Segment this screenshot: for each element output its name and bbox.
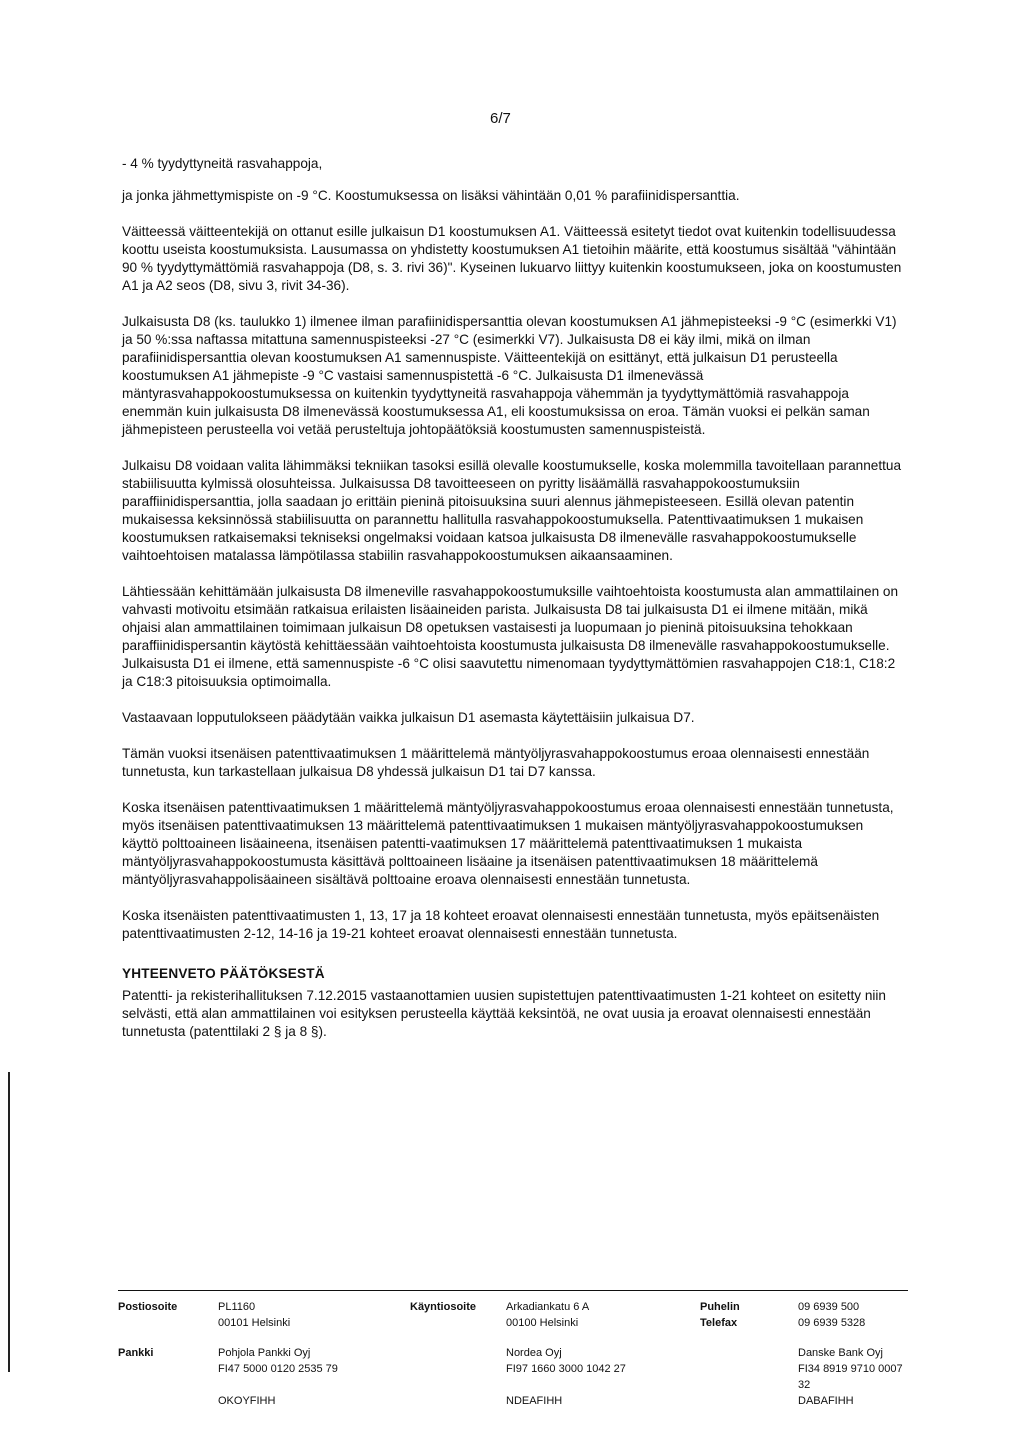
footer-empty-cell (410, 1393, 506, 1409)
footer-empty-cell (118, 1315, 218, 1331)
bank2-name: Nordea Oyj (506, 1347, 562, 1359)
bank3-name: Danske Bank Oyj (798, 1347, 883, 1359)
footer-empty-cell (410, 1345, 506, 1361)
bank1-bic: OKOYFIHH (218, 1395, 276, 1407)
summary-paragraph: Patentti- ja rekisterihallituksen 7.12.2015 vastaanottamien uusien supistettujen patenttivaatimusten 1-21 kohteet on esitetty niin selvästi, että alan ammattilainen voi esityksen perusteella käyttää keksintöä, ne ovat uusia ja eroavat olennaisesti ennestään tunnetusta (patenttilaki 2 § ja 8 §). (122, 988, 886, 1039)
paragraph: Julkaisu D8 voidaan valita lähimmäksi tekniikan tasoksi esillä olevalle koostumukselle, koska molemmilla tavoitellaan parannettua stabiilisuutta kylmissä olosuhteissa. Julkaisussa D8 tavoitteeseen on pyritty lisäämällä rasvahappokoostumuksiin paraffiinidispersanttia, jolla saadaan jo erittäin pieninä pitoisuuksina suuri alennus jähmepisteeseen. Esillä olevan patentin mukaisessa keksinnössä stabiilisuutta on parannettu hallitulla rasvahappokoostumuksella. Patenttivaatimuksen 1 mukaisen koostumuksen ratkaisemaksi tekniseksi ongelmaksi voidaan katsoa julkaisusta D8 ilmenevälle rasvahappokoostumukselle vaihtoehtoisen matalassa lämpötilassa stabiilin rasvahappokoostumuksen aikaansaaminen. (122, 458, 901, 563)
paragraph: Väitteessä väitteentekijä on ottanut esille julkaisun D1 koostumuksen A1. Väitteessä esitetyt tiedot ovat kuitenkin todellisuudessa koottu useista koostumuksista. Lausumassa on yhdistetty koostumuksen A1 tietoihin määrite, että koostumus sisältää "vähintään 90 % tyydyttymättömiä rasvahappoja (D8, s. 3. rivi 36)". Kyseinen lukuarvo liittyy kuitenkin koostumukseen, joka on koostumusten A1 ja A2 seos (D8, sivu 3, rivit 34-36). (122, 224, 902, 293)
kayntiosoite-line2: 00100 Helsinki (506, 1317, 579, 1329)
postiosoite-label: Postiosoite (118, 1301, 178, 1313)
bank3-bic: DABAFIHH (798, 1395, 854, 1407)
puhelin-value: 09 6939 500 (798, 1301, 860, 1313)
bank1-iban: FI47 5000 0120 2535 79 (218, 1363, 338, 1375)
telefax-label: Telefax (700, 1317, 738, 1329)
paragraph-list-item: - 4 % tyydyttyneitä rasvahappoja, (122, 156, 323, 171)
summary-heading: YHTEENVETO PÄÄTÖKSESTÄ (122, 966, 325, 981)
paragraph: Koska itsenäisten patenttivaatimusten 1, 13, 17 ja 18 kohteet eroavat olennaisesti ennestään tunnetusta, myös epäitsenäisten patenttivaatimusten 2-12, 14-16 ja 19-21 kohteet eroavat olennaisesti ennestään tunnetusta. (122, 908, 880, 941)
footer-gap (118, 1331, 908, 1345)
postiosoite-line1: PL1160 (218, 1301, 256, 1313)
footer-empty-cell (118, 1393, 218, 1409)
postiosoite-line2: 00101 Helsinki (218, 1317, 291, 1329)
scan-margin-line (8, 1072, 10, 1372)
footer-divider (118, 1290, 908, 1291)
telefax-value: 09 6939 5328 (798, 1317, 866, 1329)
bank3-iban: FI34 8919 9710 0007 32 (798, 1363, 903, 1391)
bank2-bic: NDEAFIHH (506, 1395, 563, 1407)
paragraph: Vastaavaan lopputulokseen päädytään vaikka julkaisun D1 asemasta käytettäisiin julkaisua D7. (122, 710, 695, 725)
footer-empty-cell (410, 1315, 506, 1331)
footer-empty-cell (700, 1361, 798, 1393)
kayntiosoite-label: Käyntiosoite (410, 1301, 477, 1313)
footer-empty-cell (700, 1393, 798, 1409)
footer-empty-cell (118, 1361, 218, 1393)
footer (118, 1290, 908, 1409)
paragraph: Koska itsenäisen patenttivaatimuksen 1 määrittelemä mäntyöljyrasvahappokoostumus eroaa olennaisesti ennestään tunnetusta, myös itsenäisen patenttivaatimuksen 13 määrittelemä patenttivaatimuksen 1 mukaisen mäntyöljyrasvahappokoostumuksen käyttö polttoaineen lisäaineena, itsenäisen patentti-vaatimuksen 17 määrittelemä patenttivaatimuksen 1 mukaista mäntyöljyrasvahappokoostumusta käsittävä polttoaineen lisäaine ja itsenäisen patenttivaatimuksen 18 määrittelemä mäntyöljyrasvahappolisäaineen sisältävä polttoaine eroava olennaisesti ennestään tunnetusta. (122, 800, 894, 887)
paragraph: Julkaisusta D8 (ks. taulukko 1) ilmenee ilman parafiinidispersanttia olevan koostumuksen A1 jähmepisteeksi -9 °C (esimerkki V1) ja 50 %:ssa naftassa mitattuna samennuspisteeksi -27 °C (esimerkki V7). Julkaisusta D8 ei käy ilmi, mikä on ilman parafiinidispersanttia olevan koostumuksen A1 samennuspiste. Väitteentekijä on esittänyt, että julkaisun D1 perusteella koostumuksen A1 jähmepiste -9 °C vastaisi samennuspistettä -6 °C. Julkaisusta D1 ilmenevässä mäntyrasvahappokoostumuksessa on kuitenkin tyydyttyneitä rasvahappoja vähemmän ja tyydyttymättömiä rasvahappoja enemmän kuin julkaisusta D8 ilmenevässä koostumuksessa A1, eli koostumuksissa on eroa. Tämän vuoksi ei pelkän saman jähmepisteen perusteella voi vetää perusteltuja johtopäätöksiä koostumusten samennuspisteistä. (122, 314, 897, 437)
footer-contact-grid (118, 1299, 908, 1409)
footer-empty-cell (700, 1345, 798, 1361)
page-number: 6/7 (490, 110, 511, 127)
puhelin-label: Puhelin (700, 1301, 740, 1313)
paragraph: Lähtiessään kehittämään julkaisusta D8 ilmeneville rasvahappokoostumuksille vaihtoehtoista koostumusta alan ammattilainen on vahvasti motivoitu etsimään ratkaisua erilaisten lisäaineiden parista. Julkaisusta D8 tai julkaisusta D1 ei ilmene mitään, mikä ohjaisi alan ammattilainen toimimaan julkaisun D8 opetuksen vastaisesti ja luopumaan jo pieninä pitoisuuksina tehokkaan paraffiinidispersantin käytöstä kehittäessään vaihtoehtoista koostumusta julkaisusta D8 ilmenevälle rasvahappokoostumukselle. Julkaisusta D1 ei ilmene, että samennuspiste -6 °C olisi saavutettu nimenomaan tyydyttymättömien rasvahappojen C18:1, C18:2 ja C18:3 pitoisuuksia optimoimalla. (122, 584, 899, 689)
footer-empty-cell (410, 1361, 506, 1393)
pankki-label: Pankki (118, 1347, 154, 1359)
paragraph: ja jonka jähmettymispiste on -9 °C. Koostumuksessa on lisäksi vähintään 0,01 % parafiinidispersanttia. (122, 188, 740, 203)
paragraph: Tämän vuoksi itsenäisen patenttivaatimuksen 1 määrittelemä mäntyöljyrasvahappokoostumus eroaa olennaisesti ennestään tunnetusta, kun tarkastellaan julkaisua D8 yhdessä julkaisun D1 tai D7 kanssa. (122, 746, 870, 779)
bank2-iban: FI97 1660 3000 1042 27 (506, 1363, 626, 1375)
kayntiosoite-line1: Arkadiankatu 6 A (506, 1301, 590, 1313)
bank1-name: Pohjola Pankki Oyj (218, 1347, 311, 1359)
document-body (122, 155, 902, 1059)
